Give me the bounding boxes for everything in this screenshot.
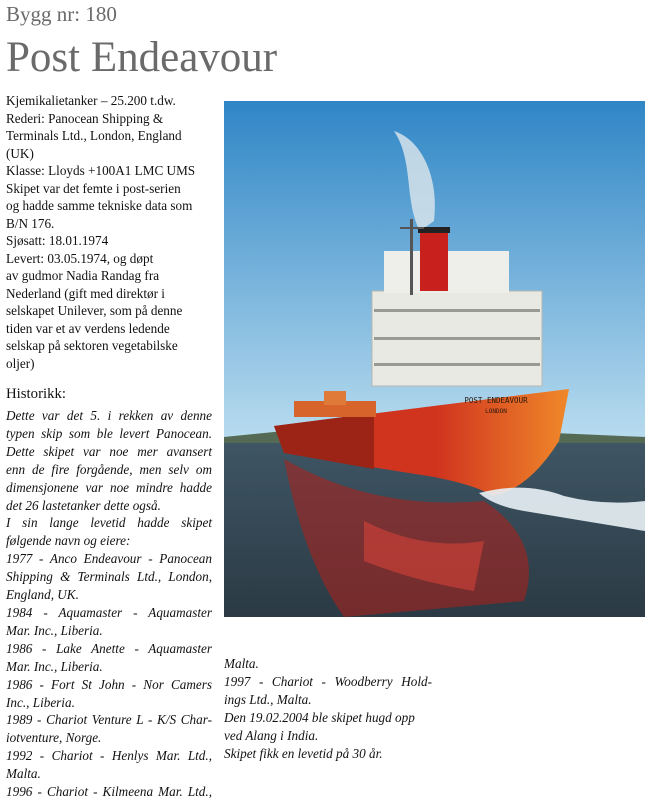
spec-line: Terminals Ltd., London, England bbox=[6, 128, 182, 143]
spec-line: selskap på sektoren vegetabilske bbox=[6, 338, 178, 353]
history-line: Mar. Inc., Liberia. bbox=[6, 658, 103, 674]
history-line: England, UK. bbox=[6, 587, 79, 603]
history-line: ved Alang i India. bbox=[224, 727, 319, 743]
history-line: 1986 - Lake Anette - Aquamaster bbox=[6, 640, 212, 656]
stern-name: POST ENDEAVOUR bbox=[464, 396, 528, 405]
history-line: 1984 - Aquamaster - Aquamaster bbox=[6, 604, 212, 620]
spec-line: Kjemikalietanker – 25.200 t.dw. bbox=[6, 93, 176, 108]
history-line: Dette skipet var noe mer avansert bbox=[6, 443, 212, 459]
spec-line: Skipet var det femte i post-serien bbox=[6, 180, 181, 196]
history-line: det 26 lastetanker dette også. bbox=[6, 497, 161, 513]
history-line: 1992 - Chariot - Henlys Mar. Ltd., bbox=[6, 748, 212, 764]
history-line: dimensjonene var noe mindre hadde bbox=[6, 479, 212, 495]
funnel bbox=[420, 229, 448, 291]
spec-line: Klasse: Lloyds +100A1 LMC UMS bbox=[6, 163, 196, 178]
spec-line: Nederland (gift med direktør i bbox=[6, 285, 165, 301]
history-line: Dette var det 5. i rekken av denne bbox=[6, 408, 212, 423]
history-line: enn de fire forgående, men selv om bbox=[6, 461, 212, 477]
spec-line: Rederi: Panocean Shipping & bbox=[6, 110, 164, 126]
history-column-left bbox=[6, 407, 212, 801]
spec-line: Sjøsatt: 18.01.1974 bbox=[6, 233, 109, 248]
ship-title: Post Endeavour bbox=[6, 34, 278, 81]
spec-line: og hadde samme tekniske data som bbox=[6, 198, 193, 213]
history-line: 1996 - Chariot - Kilmeena Mar. Ltd., bbox=[6, 784, 212, 800]
history-line: Skipet fikk en levetid på 30 år. bbox=[224, 745, 383, 761]
history-line: typen skip som ble levert Panocean. bbox=[6, 425, 212, 441]
history-line: Shipping & Terminals Ltd., London, bbox=[6, 569, 212, 585]
history-line: følgende navn og eiere: bbox=[6, 533, 131, 549]
history-column-right bbox=[224, 655, 432, 762]
history-line: Inc., Liberia. bbox=[6, 694, 75, 710]
history-line: ings Ltd., Malta. bbox=[224, 691, 312, 707]
history-line: Malta. bbox=[6, 766, 41, 782]
ship-photo bbox=[224, 101, 645, 617]
history-line: 1997 - Chariot - Woodberry Hold- bbox=[224, 673, 432, 689]
spec-line: selskapet Unilever, som på denne bbox=[6, 303, 183, 318]
history-line: Den 19.02.2004 ble skipet hugd opp bbox=[224, 709, 415, 725]
history-line: 1986 - Fort St John - Nor Camers bbox=[6, 676, 212, 692]
history-line: 1977 - Anco Endeavour - Panocean bbox=[6, 551, 212, 567]
spec-line: av gudmor Nadia Randag fra bbox=[6, 268, 160, 283]
history-line: Malta. bbox=[224, 656, 259, 671]
ship-specs bbox=[6, 92, 218, 372]
spec-line: (UK) bbox=[6, 145, 34, 161]
history-heading: Historikk: bbox=[6, 386, 67, 402]
spec-line: oljer) bbox=[6, 355, 35, 371]
history-line: I sin lange levetid hadde skipet bbox=[6, 515, 212, 531]
stern-port: LONDON bbox=[485, 408, 507, 415]
spec-line: Levert: 03.05.1974, og døpt bbox=[6, 250, 154, 266]
history-line: 1989 - Chariot Venture L - K/S Char- bbox=[6, 712, 212, 728]
mast bbox=[410, 219, 413, 295]
spec-line: B/N 176. bbox=[6, 215, 55, 231]
spec-line: tiden var et av verdens ledende bbox=[6, 320, 170, 336]
build-number: Bygg nr: 180 bbox=[6, 2, 117, 26]
history-line: Mar. Inc., Liberia. bbox=[6, 622, 103, 638]
history-line: iotventure, Norge. bbox=[6, 730, 102, 746]
